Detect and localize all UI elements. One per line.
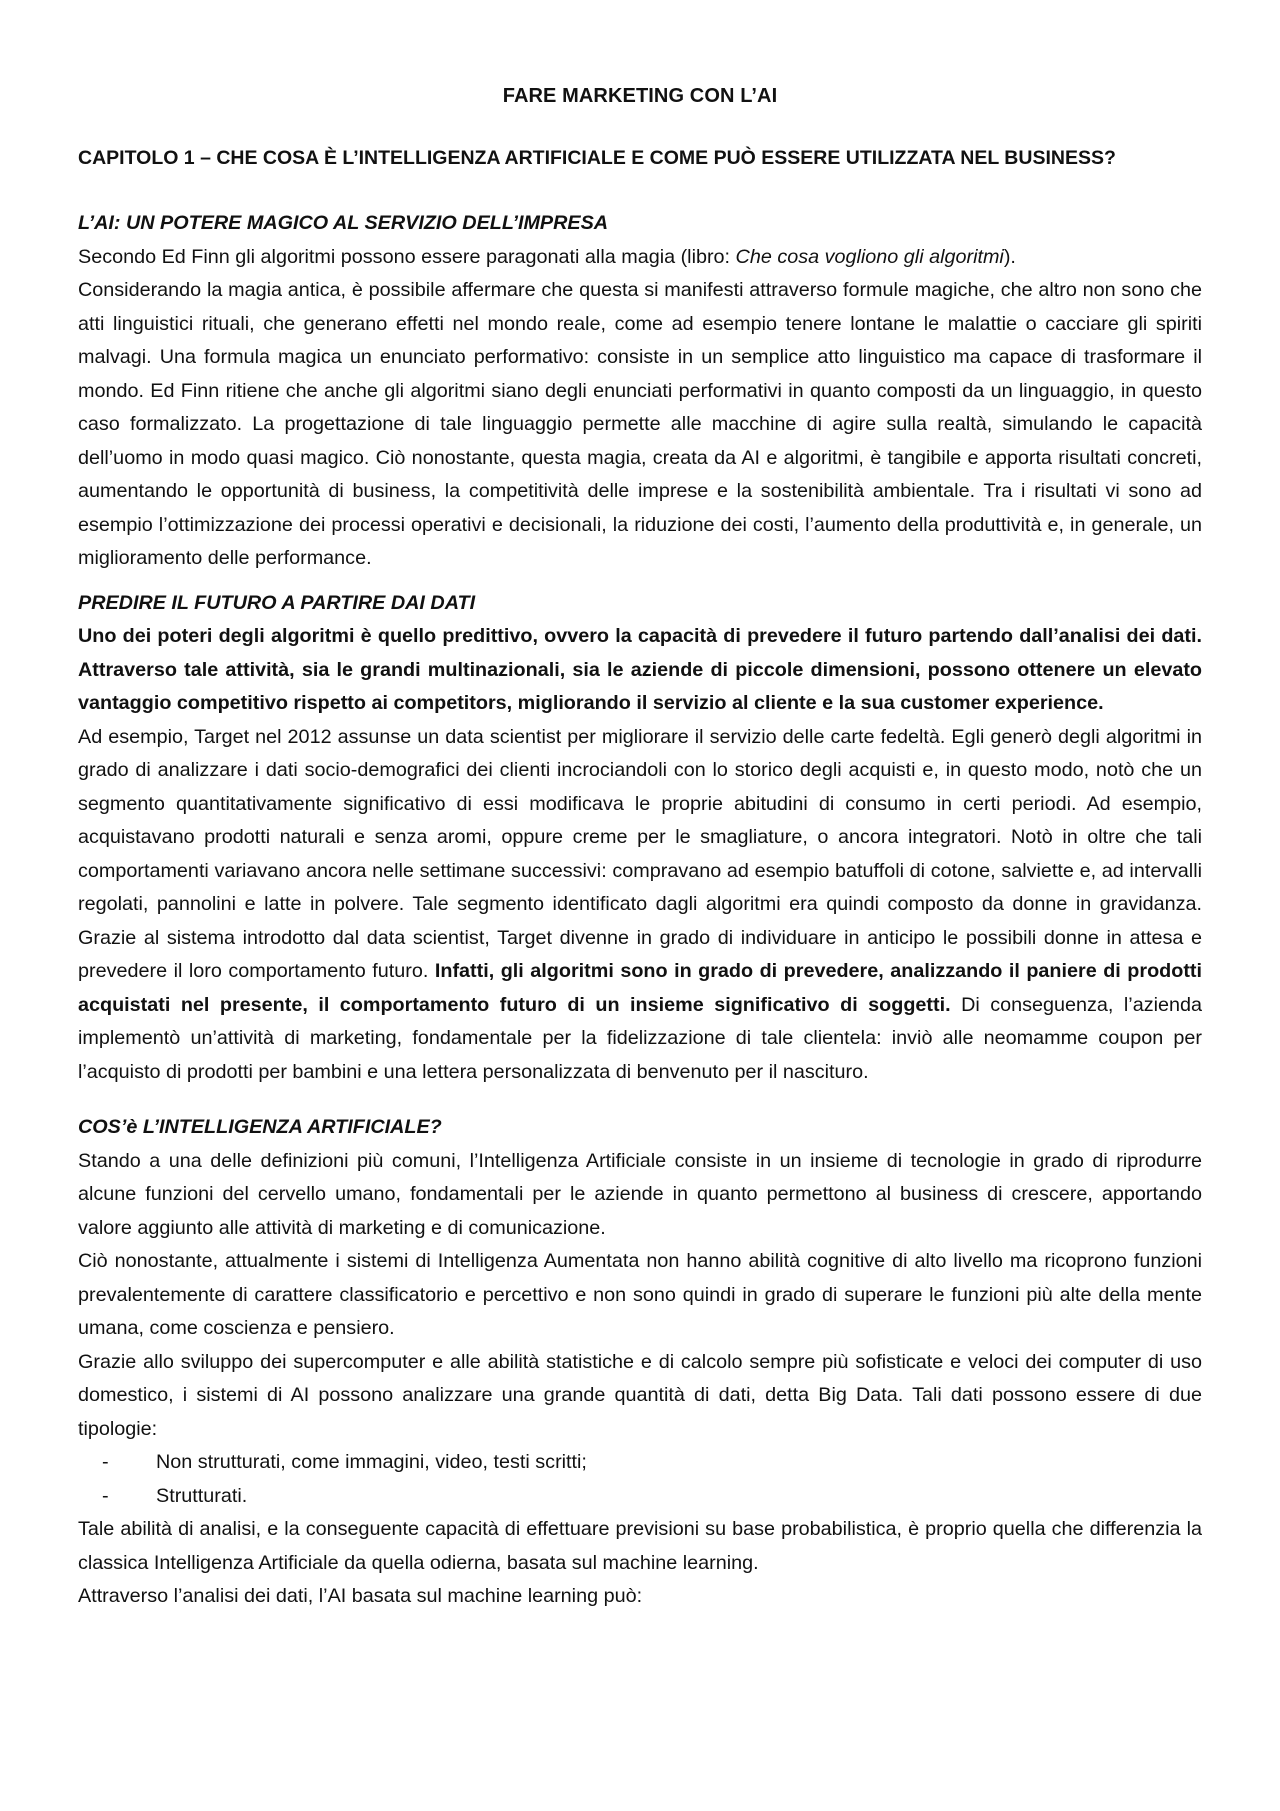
chapter-heading: CAPITOLO 1 – CHE COSA È L’INTELLIGENZA ARTIFICIALE E COME PUÒ ESSERE UTILIZZATA NEL BUSINESS?	[78, 146, 1116, 169]
paragraph-machine-learning: Tale abilità di analisi, e la conseguente capacità di effettuare previsioni su base probabilistica, è proprio quella che differenzia la classica Intelligenza Artificiale da quella odierna, basata sul machine learning.	[78, 1518, 1202, 1574]
paragraph-target-example	[78, 721, 1202, 1090]
list-item-text: Strutturati.	[156, 1484, 248, 1507]
paragraph-predictive-power: Uno dei poteri degli algoritmi è quello predittivo, ovvero la capacità di prevedere il futuro partendo dall’analisi dei dati. Attraverso tale attività, sia le grandi multinazionali, sia le aziende di piccole dimensioni, possono ottenere un elevato vantaggio competitivo rispetto ai competitors, migliorando il servizio al cliente e la sua customer experience.	[78, 625, 1202, 714]
spacer	[78, 1089, 1202, 1111]
book-title: Che cosa vogliono gli algoritmi	[735, 245, 1004, 268]
document-page	[78, 80, 1202, 1614]
list-item-text: Non strutturati, come immagini, video, testi scritti;	[156, 1451, 587, 1473]
paragraph-ed-finn	[78, 241, 1202, 275]
list-item	[78, 1446, 1202, 1480]
spacer	[78, 576, 1202, 587]
paragraph-text: Secondo Ed Finn gli algoritmi possono essere paragonati alla magia (libro:	[78, 245, 736, 268]
list-dash: -	[102, 1451, 109, 1473]
paragraph-ancient-magic: Considerando la magia antica, è possibile affermare che questa si manifesti attraverso formule magiche, che altro non sono che atti linguistici rituali, che generano effetti nel mondo reale, come ad esempio tenere lontane le malattie o cacciare gli spiriti malvagi. Una formula magica un enunciato performativo: consiste in un semplice atto linguistico ma capace di trasformare il mondo. Ed Finn ritiene che anche gli algoritmi siano degli enunciati performativi in quanto composti da un linguaggio, in questo caso formalizzato. La progettazione di tale linguaggio permette alle macchine di agire sulla realtà, simulando le capacità dell’uomo in modo quasi magico. Ciò nonostante, questa magia, creata da AI e algoritmi, è tangibile e apporta risultati concreti, aumentando le opportunità di business, la competitività delle imprese e la sostenibilità ambientale. Tra i risultati vi sono ad esempio l’ottimizzazione dei processi operativi e decisionali, la riduzione dei costi, l’aumento della produttività e, in generale, un miglioramento delle performance.	[78, 279, 1202, 569]
list-item	[78, 1480, 1202, 1514]
section-heading-predict-future: PREDIRE IL FUTURO A PARTIRE DAI DATI	[78, 591, 476, 614]
section-heading-what-is-ai: COS’è L’INTELLIGENZA ARTIFICIALE?	[78, 1116, 442, 1138]
paragraph-ai-definition: Stando a una delle definizioni più comuni, l’Intelligenza Artificiale consiste in un insieme di tecnologie in grado di riprodurre alcune funzioni del cervello umano, fondamentali per le aziende in quanto permettono al business di crescere, apportando valore aggiunto alle attività di marketing e di comunicazione.	[78, 1149, 1202, 1239]
paragraph-text: Ad esempio, Target nel 2012 assunse un data scientist per migliorare il servizio delle carte fedeltà. Egli generò degli algoritmi in grado di analizzare i dati socio-demografici dei clienti incrociandoli con lo storico degli acquisti e, in questo modo, notò che un segmento quantitativamente significativo di essi modificava le proprie abitudini di consumo in certi periodi. Ad esempio, acquistavano prodotti naturali e senza aromi, oppure creme per le smagliature, o ancora integratori. Notò in oltre che tali comportamenti variavano ancora nelle settimane successivi: compravano ad esempio batuffoli di cotone, salviette e, ad intervalli regolati, pannolini e latte in polvere. Tale segmento identificato dagli algoritmi era quindi composto da donne in gravidanza. Grazie al sistema introdotto dal data scientist, Target divenne in grado di individuare in anticipo le possibili donne in attesa e prevedere il loro comportamento futuro.	[78, 725, 1202, 982]
paragraph-emphasis: Infatti, gli algoritmi sono in grado di prevedere, analizzando il paniere di prodotti acquistati nel presente, il comportamento futuro di un insieme significativo di soggetti.	[78, 960, 1202, 1016]
list-dash: -	[102, 1484, 109, 1507]
document-title: FARE MARKETING CON L’AI	[502, 85, 778, 107]
paragraph-augmented-intelligence: Ciò nonostante, attualmente i sistemi di Intelligenza Aumentata non hanno abilità cognitive di alto livello ma ricoprono funzioni prevalentemente di carattere classificatorio e percettivo e non sono quindi in grado di superare le funzioni più alte della mente umana, come coscienza e pensiero.	[78, 1250, 1202, 1339]
section-heading-magic-power: L’AI: UN POTERE MAGICO AL SERVIZIO DELL’IMPRESA	[78, 212, 609, 234]
paragraph-big-data: Grazie allo sviluppo dei supercomputer e alle abilità statistiche e di calcolo sempre più sofisticate e veloci dei computer di uso domestico, i sistemi di AI possono analizzare una grande quantità di dati, detta Big Data. Tali dati possono essere di due tipologie:	[78, 1350, 1202, 1440]
data-types-list	[78, 1446, 1202, 1513]
paragraph-text: ).	[1003, 245, 1016, 268]
paragraph-text: Di conseguenza, l’azienda implementò un’attività di marketing, fondamentale per la fidelizzazione di tale clientela: inviò alle neomamme coupon per l’acquisto di prodotti per bambini e una lettera personalizzata di benvenuto per il nascituro.	[78, 993, 1202, 1083]
paragraph-ml-can: Attraverso l’analisi dei dati, l’AI basata sul machine learning può:	[78, 1585, 643, 1607]
